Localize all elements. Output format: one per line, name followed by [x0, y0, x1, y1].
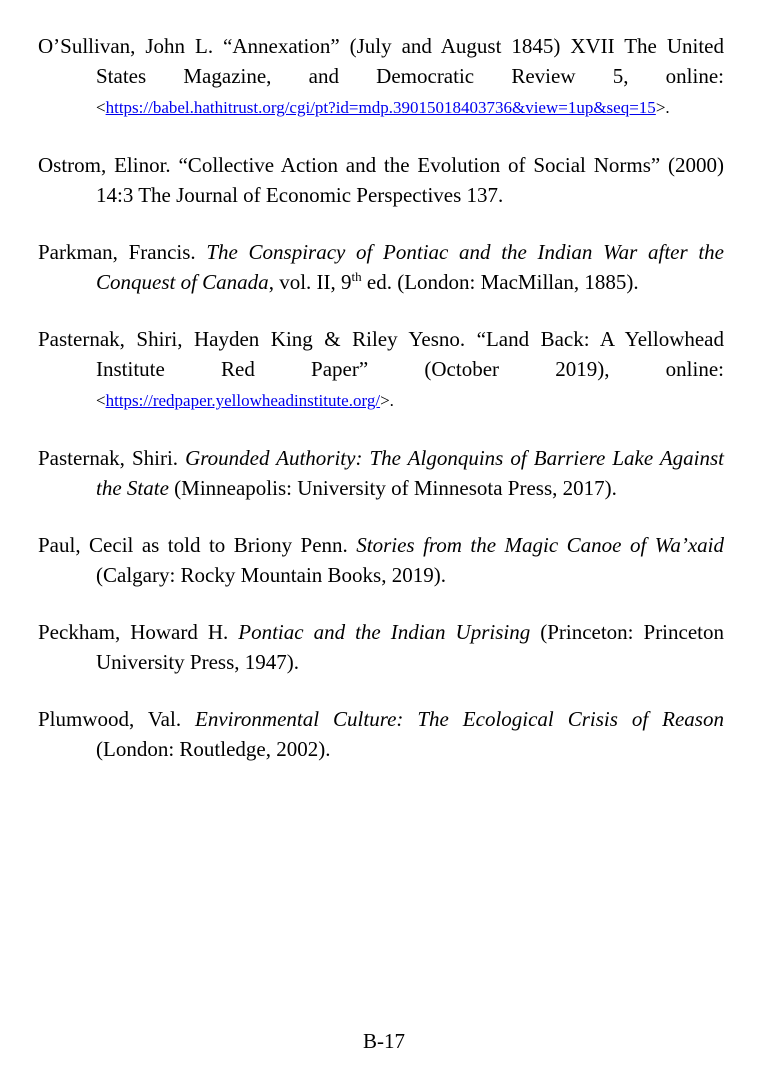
- bibliography-entry: [38, 530, 724, 590]
- text-segment: >.: [380, 391, 394, 410]
- text-segment: (Calgary: Rocky Mountain Books, 2019).: [96, 563, 446, 587]
- text-segment: The Conspiracy of Pontiac and the Indian War after the Conquest of Canada: [96, 240, 724, 294]
- text-segment: Paul, Cecil as told to Briony Penn.: [38, 533, 357, 557]
- text-segment: <: [96, 98, 106, 117]
- text-segment: Pasternak, Shiri.: [38, 446, 186, 470]
- bibliography-list: [38, 31, 724, 764]
- text-segment: <: [96, 391, 106, 410]
- bibliography-entry: [38, 617, 724, 677]
- text-segment: Ostrom, Elinor. “Collective Action and the Evolution of Social Norms” (2000) 14:3 The Journal of Economic Perspectives 137.: [38, 153, 724, 207]
- citation-link[interactable]: https://redpaper.yellowheadinstitute.org/: [105, 391, 381, 410]
- text-segment: Environmental Culture: The Ecological Crisis of Reason: [195, 707, 724, 731]
- bibliography-entry: [38, 704, 724, 764]
- bibliography-entry: [38, 150, 724, 210]
- text-segment: Pasternak, Shiri, Hayden King & Riley Yesno. “Land Back: A Yellowhead Institute Red Paper” (October 2019), online:: [38, 327, 724, 381]
- text-segment: th: [351, 269, 362, 284]
- bibliography-entry: [38, 237, 724, 297]
- text-segment: Plumwood, Val.: [38, 707, 196, 731]
- bibliography-entry: [38, 443, 724, 503]
- text-segment: O’Sullivan, John L. “Annexation” (July and August 1845) XVII The United States Magazine, and Democratic Review 5, online:: [38, 34, 724, 88]
- text-segment: Stories from the Magic Canoe of Wa’xaid: [356, 533, 724, 557]
- page-number: B-17: [363, 1029, 405, 1053]
- bibliography-entry: [38, 31, 724, 123]
- text-segment: (Princeton: Princeton University Press, 1947).: [96, 620, 724, 674]
- text-segment: Parkman, Francis.: [38, 240, 207, 264]
- text-segment: Grounded Authority: The Algonquins of Barriere Lake Against the State: [96, 446, 724, 500]
- text-segment: (London: Routledge, 2002).: [96, 737, 331, 761]
- text-segment: Pontiac and the Indian Uprising: [238, 620, 531, 644]
- citation-link[interactable]: https://babel.hathitrust.org/cgi/pt?id=mdp.39015018403736&view=1up&seq=15: [105, 98, 656, 117]
- text-segment: , vol. II, 9: [268, 270, 352, 294]
- text-segment: ed. (London: MacMillan, 1885).: [361, 270, 639, 294]
- text-segment: >.: [655, 98, 670, 117]
- text-segment: Peckham, Howard H.: [38, 620, 239, 644]
- bibliography-entry: [38, 324, 724, 416]
- text-segment: (Minneapolis: University of Minnesota Press, 2017).: [168, 476, 617, 500]
